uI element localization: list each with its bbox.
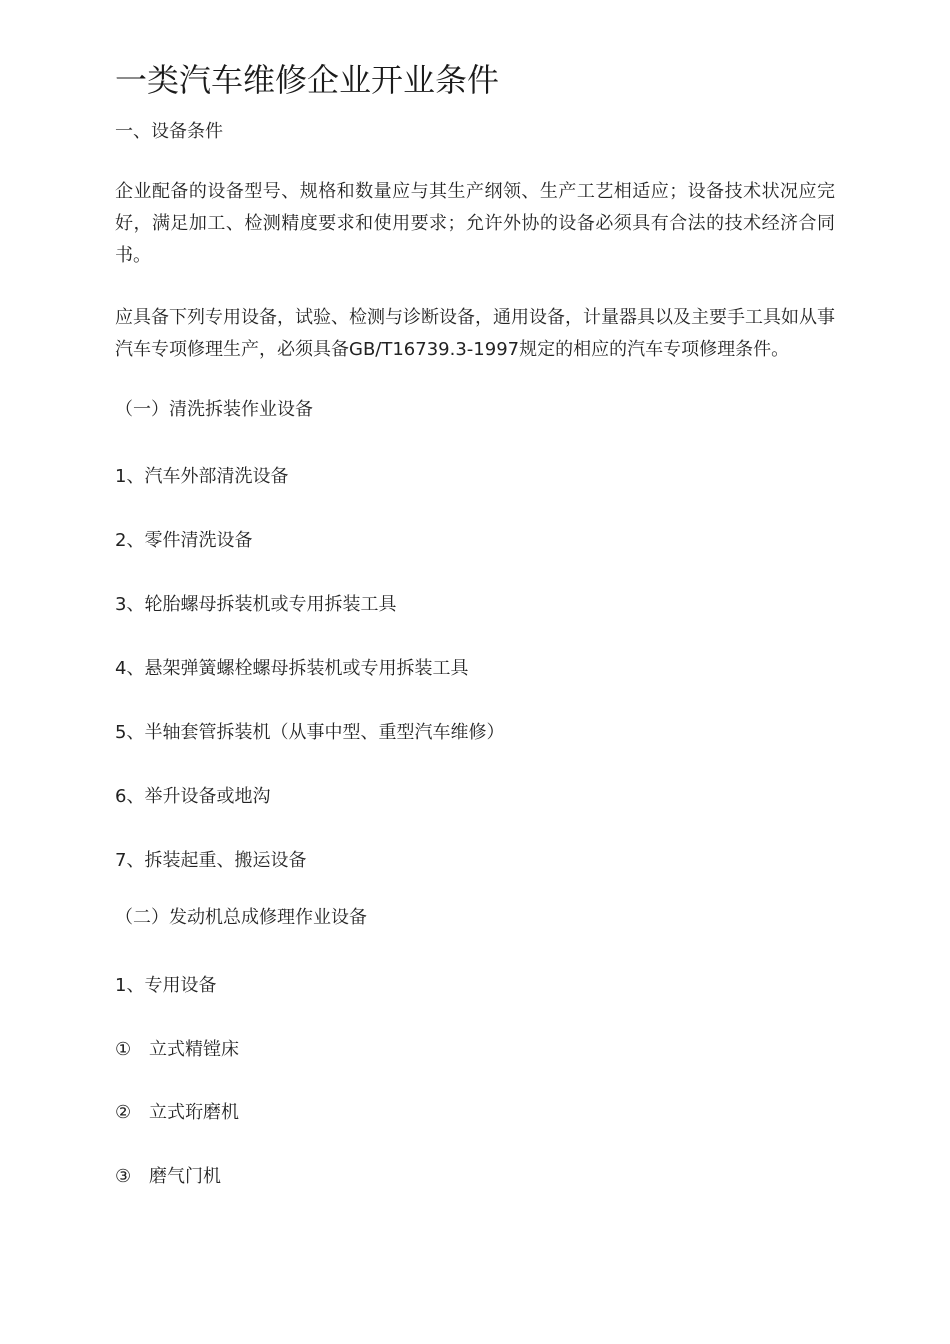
sub-list-item-label: 立式珩磨机 [149, 1102, 239, 1123]
sub-list-item [115, 1038, 239, 1062]
list-item: 1、汽车外部清洗设备 [115, 466, 289, 487]
list-item: 2、零件清洗设备 [115, 530, 253, 551]
sub-list-item [115, 1165, 221, 1189]
section-heading-equipment: 一、设备条件 [115, 121, 223, 142]
list-item: 7、拆装起重、搬运设备 [115, 850, 307, 871]
sub-list-item-label: 立式精镗床 [149, 1039, 239, 1060]
paragraph-equipment-requirements: 企业配备的设备型号、规格和数量应与其生产纲领、生产工艺相适应；设备技术状况应完好，满足加工、检测精度要求和使用要求；允许外协的设备必须具有合法的技术经济合同书。 [115, 181, 835, 266]
list-item: 4、悬架弹簧螺栓螺母拆装机或专用拆装工具 [115, 658, 469, 679]
sub-list-item [115, 1101, 239, 1125]
paragraph-required-equipment: 应具备下列专用设备，试验、检测与诊断设备，通用设备，计量器具以及主要手工具如从事汽车专项修理生产，必须具备GB/T16739.3-1997规定的相应的汽车专项修理条件。 [115, 307, 835, 360]
document-title: 一类汽车维修企业开业条件 [115, 61, 500, 99]
list-item-special-equipment: 1、专用设备 [115, 975, 217, 996]
sub-list-item-label: 磨气门机 [149, 1166, 221, 1187]
subsection-heading-cleaning: （一）清洗拆装作业设备 [115, 399, 313, 420]
circled-number-marker: ② [115, 1102, 132, 1123]
list-item: 5、半轴套管拆装机（从事中型、重型汽车维修） [115, 722, 505, 743]
circled-number-marker: ① [115, 1039, 132, 1060]
list-item: 6、举升设备或地沟 [115, 786, 271, 807]
subsection-heading-engine: （二）发动机总成修理作业设备 [115, 907, 367, 928]
list-item: 3、轮胎螺母拆装机或专用拆装工具 [115, 594, 397, 615]
circled-number-marker: ③ [115, 1166, 132, 1187]
